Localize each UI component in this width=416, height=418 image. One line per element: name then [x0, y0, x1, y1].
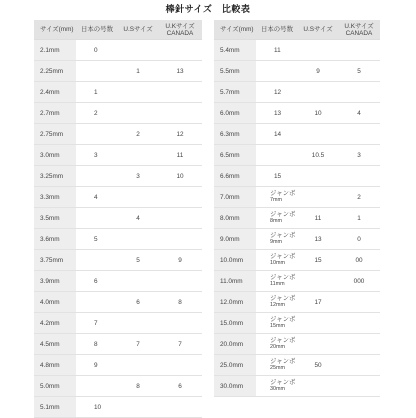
- size-table-right: [214, 20, 380, 397]
- uk-cell: [158, 208, 202, 229]
- size-cell: 5.4mm: [214, 40, 256, 61]
- japan-cell: 5: [76, 229, 118, 250]
- us-cell: 15: [298, 250, 338, 271]
- header-japan: 日本の号数: [76, 20, 118, 40]
- uk-cell: 2: [338, 187, 380, 208]
- size-cell: 30.0mm: [214, 376, 256, 397]
- table-row: [34, 61, 202, 82]
- japan-cell: [256, 61, 298, 82]
- us-cell: [118, 397, 158, 418]
- japan-cell: [256, 376, 298, 397]
- table-row: [34, 166, 202, 187]
- us-cell: [118, 313, 158, 334]
- table-row: [34, 376, 202, 397]
- size-cell: 6.5mm: [214, 145, 256, 166]
- table-body-left: [34, 40, 202, 418]
- uk-cell: [338, 292, 380, 313]
- japan-jumbo-size: 30mm: [270, 386, 285, 392]
- us-cell: [118, 103, 158, 124]
- size-cell: 8.0mm: [214, 208, 256, 229]
- japan-jumbo-size: 20mm: [270, 344, 285, 350]
- size-cell: 6.0mm: [214, 103, 256, 124]
- japan-cell: [76, 208, 118, 229]
- table-row: [214, 124, 380, 145]
- table-row: [214, 145, 380, 166]
- us-cell: 7: [118, 334, 158, 355]
- table-row: [214, 208, 380, 229]
- uk-cell: [158, 313, 202, 334]
- us-cell: [298, 166, 338, 187]
- us-cell: 1: [118, 61, 158, 82]
- size-cell: 7.0mm: [214, 187, 256, 208]
- size-cell: 12.0mm: [214, 292, 256, 313]
- uk-cell: 11: [158, 145, 202, 166]
- table-row: [214, 376, 380, 397]
- japan-cell: 14: [256, 124, 298, 145]
- table-body-right: [214, 40, 380, 397]
- japan-cell: 1: [76, 82, 118, 103]
- uk-cell: [338, 313, 380, 334]
- size-cell: 4.0mm: [34, 292, 76, 313]
- japan-jumbo-size: 7mm: [270, 197, 282, 203]
- size-cell: 4.5mm: [34, 334, 76, 355]
- header-uk-line2: CANADA: [166, 29, 194, 37]
- size-cell: 9.0mm: [214, 229, 256, 250]
- size-cell: 10.0mm: [214, 250, 256, 271]
- japan-cell: [256, 292, 298, 313]
- uk-cell: [158, 103, 202, 124]
- table-row: [34, 103, 202, 124]
- japan-cell: 11: [256, 40, 298, 61]
- uk-cell: 8: [158, 292, 202, 313]
- size-cell: 4.2mm: [34, 313, 76, 334]
- uk-cell: 7: [158, 334, 202, 355]
- table-row: [34, 292, 202, 313]
- page-title: 棒針サイズ 比較表: [165, 4, 251, 14]
- japan-cell: [76, 61, 118, 82]
- uk-cell: 12: [158, 124, 202, 145]
- size-cell: 2.7mm: [34, 103, 76, 124]
- japan-cell: 6: [76, 271, 118, 292]
- uk-cell: [338, 355, 380, 376]
- header-size: サイズ(mm): [214, 20, 256, 40]
- japan-cell: [76, 292, 118, 313]
- table-row: [34, 208, 202, 229]
- us-cell: [298, 124, 338, 145]
- uk-cell: 13: [158, 61, 202, 82]
- uk-cell: [338, 166, 380, 187]
- table-row: [214, 292, 380, 313]
- japan-cell: [256, 313, 298, 334]
- uk-cell: 1: [338, 208, 380, 229]
- uk-cell: [158, 40, 202, 61]
- uk-cell: 5: [338, 61, 380, 82]
- japan-cell: [256, 187, 298, 208]
- table-row: [34, 124, 202, 145]
- japan-cell: 12: [256, 82, 298, 103]
- size-cell: 6.6mm: [214, 166, 256, 187]
- table-row: [34, 145, 202, 166]
- us-cell: 9: [298, 61, 338, 82]
- uk-cell: [158, 355, 202, 376]
- table-row: [214, 40, 380, 61]
- table-row: [214, 313, 380, 334]
- japan-cell: [76, 166, 118, 187]
- us-cell: 6: [118, 292, 158, 313]
- table-row: [214, 229, 380, 250]
- table-row: [34, 187, 202, 208]
- table-row: [34, 355, 202, 376]
- us-cell: [298, 313, 338, 334]
- japan-jumbo-label: ジャンボ: [270, 190, 296, 197]
- header-size: サイズ(mm): [34, 20, 76, 40]
- us-cell: 2: [118, 124, 158, 145]
- japan-jumbo-size: 10mm: [270, 260, 285, 266]
- japan-cell: [256, 208, 298, 229]
- uk-cell: [158, 229, 202, 250]
- japan-cell: 0: [76, 40, 118, 61]
- table-row: [34, 229, 202, 250]
- japan-jumbo-size: 15mm: [270, 323, 285, 329]
- japan-cell: 9: [76, 355, 118, 376]
- uk-cell: 3: [338, 145, 380, 166]
- us-cell: [118, 145, 158, 166]
- japan-jumbo-size: 25mm: [270, 365, 285, 371]
- table-row: [214, 187, 380, 208]
- us-cell: [298, 40, 338, 61]
- japan-jumbo-label: ジャンボ: [270, 274, 296, 281]
- japan-cell: [256, 271, 298, 292]
- japan-jumbo-label: ジャンボ: [270, 211, 296, 218]
- uk-cell: 0: [338, 229, 380, 250]
- uk-cell: [338, 82, 380, 103]
- uk-cell: [338, 40, 380, 61]
- us-cell: 10.5: [298, 145, 338, 166]
- japan-cell: 3: [76, 145, 118, 166]
- japan-cell: [256, 145, 298, 166]
- table-header-row: [34, 20, 202, 40]
- uk-cell: [158, 82, 202, 103]
- size-cell: 25.0mm: [214, 355, 256, 376]
- us-cell: 5: [118, 250, 158, 271]
- japan-jumbo-label: ジャンボ: [270, 253, 296, 260]
- header-us: U.Sサイズ: [118, 20, 158, 40]
- japan-cell: 4: [76, 187, 118, 208]
- header-uk-line2: CANADA: [345, 29, 373, 37]
- size-cell: 3.75mm: [34, 250, 76, 271]
- japan-cell: 8: [76, 334, 118, 355]
- header-us: U.Sサイズ: [298, 20, 338, 40]
- size-cell: 11.0mm: [214, 271, 256, 292]
- size-cell: 20.0mm: [214, 334, 256, 355]
- table-row: [34, 271, 202, 292]
- japan-cell: [256, 355, 298, 376]
- header-uk-line1: U.Kサイズ: [344, 22, 374, 30]
- size-cell: 2.25mm: [34, 61, 76, 82]
- japan-jumbo-label: ジャンボ: [270, 316, 296, 323]
- japan-cell: [76, 376, 118, 397]
- table-row: [214, 271, 380, 292]
- size-cell: 3.6mm: [34, 229, 76, 250]
- table-row: [34, 397, 202, 418]
- uk-cell: [158, 271, 202, 292]
- size-cell: 2.4mm: [34, 82, 76, 103]
- us-cell: [118, 355, 158, 376]
- japan-jumbo-label: ジャンボ: [270, 379, 296, 386]
- table-row: [34, 40, 202, 61]
- us-cell: 17: [298, 292, 338, 313]
- japan-cell: 7: [76, 313, 118, 334]
- size-cell: 5.1mm: [34, 397, 76, 418]
- size-cell: 2.75mm: [34, 124, 76, 145]
- size-cell: 3.9mm: [34, 271, 76, 292]
- uk-cell: 4: [338, 103, 380, 124]
- us-cell: [118, 271, 158, 292]
- table-row: [34, 334, 202, 355]
- us-cell: 10: [298, 103, 338, 124]
- us-cell: [298, 187, 338, 208]
- uk-cell: [338, 376, 380, 397]
- header-uk: [338, 20, 380, 40]
- size-cell: 15.0mm: [214, 313, 256, 334]
- table-row: [34, 250, 202, 271]
- us-cell: 11: [298, 208, 338, 229]
- table-row: [214, 250, 380, 271]
- uk-cell: 6: [158, 376, 202, 397]
- size-cell: 3.3mm: [34, 187, 76, 208]
- us-cell: 8: [118, 376, 158, 397]
- size-cell: 4.8mm: [34, 355, 76, 376]
- size-cell: 6.3mm: [214, 124, 256, 145]
- size-cell: 5.7mm: [214, 82, 256, 103]
- japan-cell: [256, 334, 298, 355]
- japan-jumbo-label: ジャンボ: [270, 337, 296, 344]
- size-cell: 5.0mm: [34, 376, 76, 397]
- us-cell: 4: [118, 208, 158, 229]
- us-cell: 13: [298, 229, 338, 250]
- table-row: [214, 355, 380, 376]
- japan-cell: [76, 124, 118, 145]
- japan-jumbo-label: ジャンボ: [270, 232, 296, 239]
- size-cell: 5.5mm: [214, 61, 256, 82]
- table-header-row: [214, 20, 380, 40]
- header-japan: 日本の号数: [256, 20, 298, 40]
- size-cell: 3.5mm: [34, 208, 76, 229]
- japan-cell: 2: [76, 103, 118, 124]
- header-uk-line1: U.Kサイズ: [165, 22, 195, 30]
- us-cell: [118, 82, 158, 103]
- us-cell: [118, 40, 158, 61]
- table-row: [214, 166, 380, 187]
- table-row: [34, 82, 202, 103]
- table-row: [214, 103, 380, 124]
- uk-cell: [338, 334, 380, 355]
- size-cell: 2.1mm: [34, 40, 76, 61]
- table-row: [214, 61, 380, 82]
- uk-cell: 10: [158, 166, 202, 187]
- us-cell: [298, 82, 338, 103]
- table-row: [214, 82, 380, 103]
- uk-cell: [338, 124, 380, 145]
- japan-cell: [76, 250, 118, 271]
- japan-cell: 13: [256, 103, 298, 124]
- us-cell: 50: [298, 355, 338, 376]
- table-row: [34, 313, 202, 334]
- japan-jumbo-size: 12mm: [270, 302, 285, 308]
- size-cell: 3.0mm: [34, 145, 76, 166]
- japan-cell: [256, 229, 298, 250]
- japan-jumbo-label: ジャンボ: [270, 295, 296, 302]
- us-cell: [298, 334, 338, 355]
- us-cell: [298, 376, 338, 397]
- size-cell: 3.25mm: [34, 166, 76, 187]
- table-row: [214, 334, 380, 355]
- uk-cell: 9: [158, 250, 202, 271]
- uk-cell: 000: [338, 271, 380, 292]
- japan-jumbo-label: ジャンボ: [270, 358, 296, 365]
- japan-cell: 10: [76, 397, 118, 418]
- japan-cell: 15: [256, 166, 298, 187]
- us-cell: [118, 229, 158, 250]
- japan-jumbo-size: 9mm: [270, 239, 282, 245]
- us-cell: 3: [118, 166, 158, 187]
- japan-cell: [256, 250, 298, 271]
- uk-cell: 00: [338, 250, 380, 271]
- uk-cell: [158, 187, 202, 208]
- us-cell: [298, 271, 338, 292]
- us-cell: [118, 187, 158, 208]
- header-uk: [158, 20, 202, 40]
- japan-jumbo-size: 11mm: [270, 281, 285, 287]
- size-table-left: [34, 20, 202, 418]
- japan-jumbo-size: 8mm: [270, 218, 282, 224]
- uk-cell: [158, 397, 202, 418]
